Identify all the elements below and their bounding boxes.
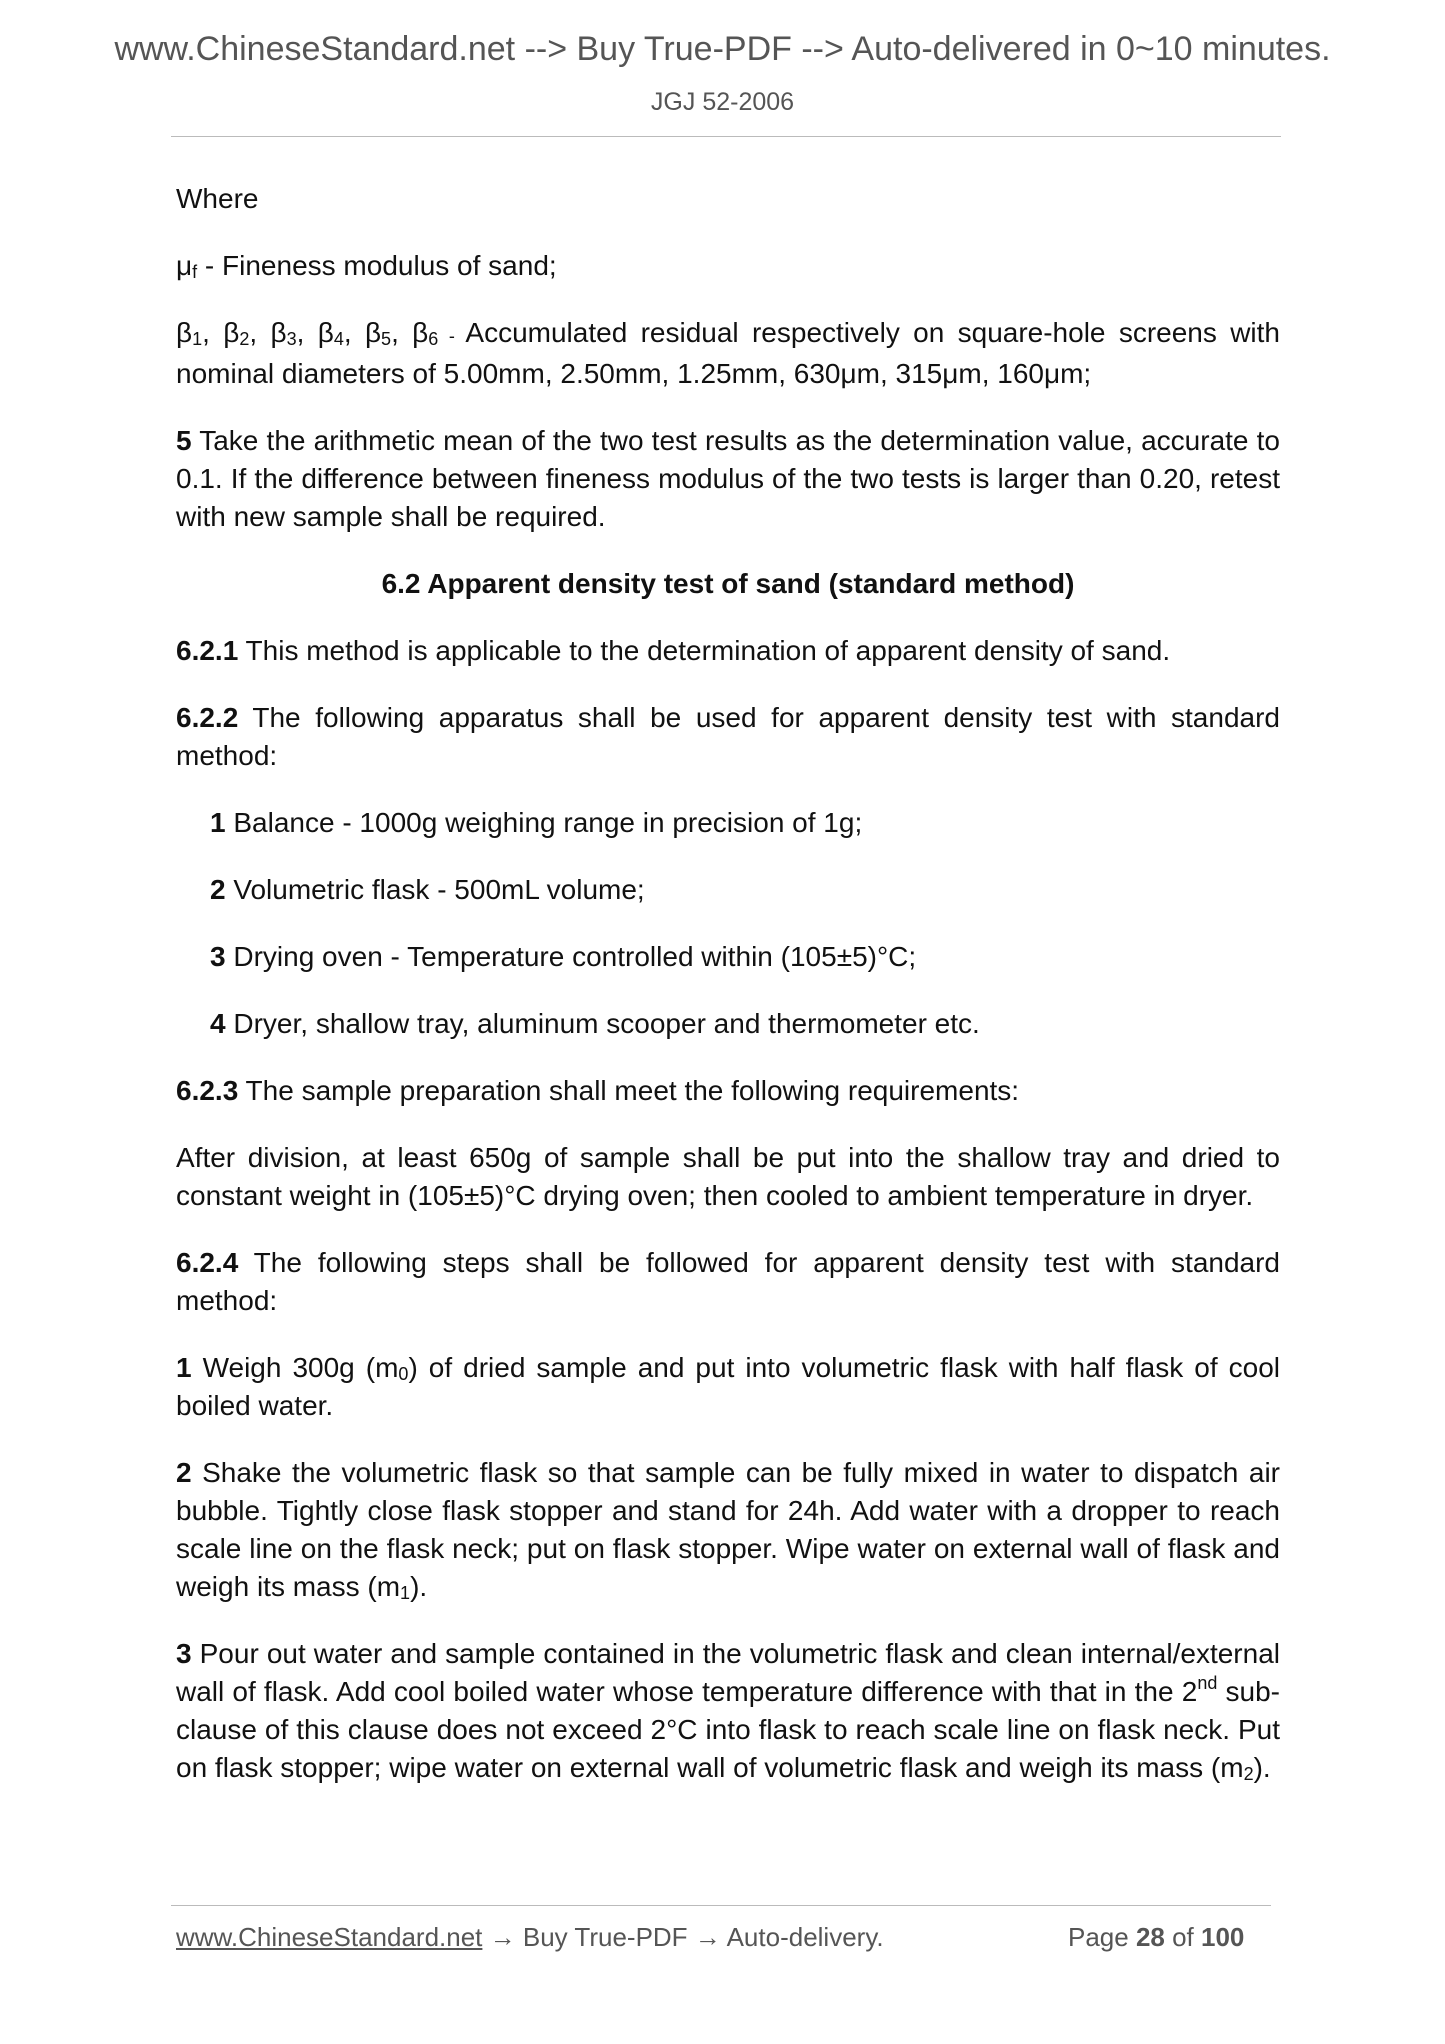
clause-6-2-2 [176, 699, 1280, 775]
apparatus-item [176, 804, 1280, 842]
item-5 [176, 422, 1280, 536]
clause-text: The following apparatus shall be used for apparent density test with standard method: [176, 702, 1280, 771]
arrow-icon: → [482, 1922, 523, 1952]
clause-number: 6.2.2 [176, 702, 239, 733]
step-number: 3 [176, 1638, 192, 1669]
beta-symbol: β [364, 317, 382, 348]
step-number: 2 [176, 1457, 192, 1488]
mu-description: - Fineness modulus of sand; [197, 250, 557, 281]
clause-number: 6.2.3 [176, 1075, 239, 1106]
item-text: Drying oven - Temperature controlled within (105±5)°C; [225, 941, 917, 972]
step-number: 1 [176, 1352, 192, 1383]
step-text: ). [1253, 1752, 1271, 1783]
mu-definition [176, 247, 1280, 285]
step-text: ). [410, 1571, 428, 1602]
clause-6-2-4 [176, 1244, 1280, 1320]
arrow-icon: → [687, 1922, 727, 1952]
clause-text: This method is applicable to the determination of apparent density of sand. [238, 635, 1171, 666]
site-banner: www.ChineseStandard.net --> Buy True-PDF --> Auto-delivered in 0~10 minutes. [114, 30, 1331, 68]
subscript: 0 [398, 1364, 409, 1384]
apparatus-item [176, 871, 1280, 909]
item-number: 4 [210, 1008, 226, 1039]
preparation-text: After division, at least 650g of sample shall be put into the shallow tray and dried to constant weight in (105±5)°C drying oven; then cooled to ambient temperature in dryer. [176, 1142, 1280, 1211]
item-number: 5 [176, 425, 192, 456]
item-number: 1 [210, 807, 226, 838]
item-number: 2 [210, 874, 226, 905]
clause-6-2-3 [176, 1072, 1280, 1110]
beta-definition [176, 314, 1280, 393]
separator: , [202, 317, 224, 348]
beta-subscript: 5 [381, 329, 392, 349]
item-text: Take the arithmetic mean of the two test results as the determination value, accurate to 0.1. If the difference between fineness modulus of the two tests is larger than 0.20, retest with new sample shall be required. [176, 425, 1280, 532]
subscript: 1 [400, 1583, 411, 1603]
step-text: Shake the volumetric flask so that sample can be fully mixed in water to dispatch air bubble. Tightly close flask stopper and stand for 24h. Add water with a dropper to reach scale line on the flask neck; put on flask stopper. Wipe water on external wall of flask and weigh its mass (m [176, 1457, 1280, 1602]
step-2 [176, 1454, 1280, 1606]
of-label: of [1164, 1922, 1202, 1952]
page-content [176, 180, 1280, 1787]
step-text: sub-clause of this clause does not exceed 2°C into flask to reach scale line on flask neck. Put on flask stopper; wipe water on external wall of volumetric flask and weigh its mass (m [176, 1676, 1280, 1783]
buy-pdf-link: Buy True-PDF [522, 1922, 688, 1952]
superscript: nd [1197, 1673, 1218, 1693]
item-text: Balance - 1000g weighing range in precision of 1g; [225, 807, 863, 838]
item-text: Dryer, shallow tray, aluminum scooper and thermometer etc. [225, 1008, 980, 1039]
separator: - [438, 326, 466, 346]
step-text: Pour out water and sample contained in the volumetric flask and clean internal/external wall of flask. Add cool boiled water whose temperature difference with that in the 2 [176, 1638, 1280, 1707]
clause-6-2-1 [176, 632, 1280, 670]
beta-subscript: 4 [333, 329, 344, 349]
beta-subscript: 6 [428, 329, 439, 349]
step-1 [176, 1349, 1280, 1425]
separator: , [343, 317, 365, 348]
beta-subscript: 2 [239, 329, 250, 349]
beta-symbol: β [412, 317, 429, 348]
page-indicator [1068, 1922, 1244, 1953]
where-label: Where [176, 183, 259, 214]
mu-subscript: f [192, 262, 198, 282]
page-label: Page [1068, 1922, 1136, 1952]
beta-symbol: β [270, 317, 287, 348]
beta-subscript: 3 [286, 329, 297, 349]
clause-text: The following steps shall be followed for apparent density test with standard method: [176, 1247, 1280, 1316]
delivery-text: Auto-delivery. [726, 1922, 884, 1952]
site-link[interactable]: www.ChineseStandard.net [176, 1922, 483, 1952]
separator: , [296, 317, 318, 348]
page-number: 28 [1135, 1922, 1165, 1952]
beta-symbol: β [223, 317, 240, 348]
document-code: JGJ 52-2006 [650, 88, 795, 116]
item-number: 3 [210, 941, 226, 972]
step-text: ) of dried sample and put into volumetric flask with half flask of cool boiled water. [176, 1352, 1280, 1421]
separator: , [391, 317, 413, 348]
apparatus-item [176, 938, 1280, 976]
step-text: Weigh 300g (m [191, 1352, 399, 1383]
item-text: Volumetric flask - 500mL volume; [225, 874, 645, 905]
subscript: 2 [1243, 1764, 1254, 1784]
beta-symbol: β [317, 317, 334, 348]
step-3 [176, 1635, 1280, 1787]
section-title: 6.2 Apparent density test of sand (standard method) [381, 568, 1075, 599]
clause-number: 6.2.4 [176, 1247, 239, 1278]
footer-divider [171, 1905, 1271, 1906]
clause-text: The sample preparation shall meet the following requirements: [238, 1075, 1020, 1106]
beta-subscript: 1 [192, 329, 203, 349]
mu-symbol: μ [176, 250, 193, 281]
clause-number: 6.2.1 [176, 635, 239, 666]
beta-description: Accumulated residual respectively on square-hole screens with nominal diameters of 5.00mm, 2.50mm, 1.25mm, 630μm, 315μm, 160μm; [176, 317, 1280, 389]
beta-symbol: β [176, 317, 193, 348]
separator: , [249, 317, 271, 348]
header-divider [171, 136, 1281, 137]
footer-links [176, 1922, 884, 1953]
page-total: 100 [1201, 1922, 1245, 1952]
apparatus-item [176, 1005, 1280, 1043]
